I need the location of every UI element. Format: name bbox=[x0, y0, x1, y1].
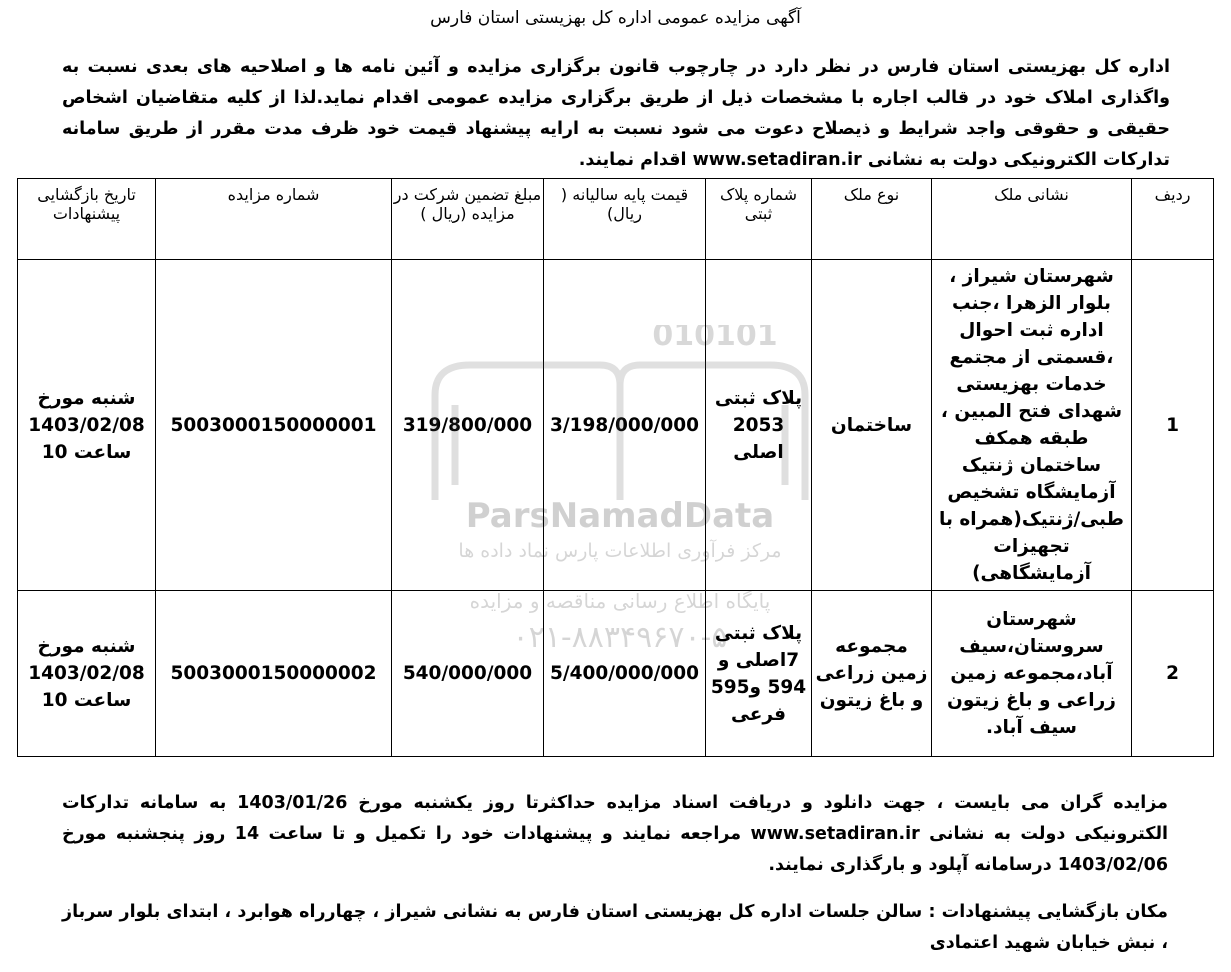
table-row bbox=[18, 591, 1214, 757]
cell-opening-date: شنبه مورخ 1403/02/08 ساعت 10 bbox=[18, 260, 156, 591]
header-property-type: نوع ملک bbox=[812, 179, 932, 260]
footer-text-a: مزایده گران می بایست ، جهت دانلود و دریافت اسناد مزایده حداکثرتا روز یکشنبه مورخ 1403/01/26 به سامانه تدارکات الکترونیکی دولت به نشانی bbox=[62, 793, 1169, 844]
cell-guarantee: 540/000/000 bbox=[392, 591, 544, 757]
table-header-row bbox=[18, 179, 1214, 260]
header-address: نشانی ملک bbox=[932, 179, 1132, 260]
cell-address: شهرستان شیراز ، بلوار الزهرا ،جنب اداره ثبت احوال ،قسمتی از مجتمع خدمات بهزیستی شهدای فتح المبین ، طبقه همکف ساختمان ژنتیک آزمایشگاه تشخیص طبی/ژنتیک(همراه با تجهیزات آزمایشگاهی) bbox=[932, 260, 1132, 591]
table-row bbox=[18, 260, 1214, 591]
cell-plaque: پلاک ثبتی 7اصلی و 594 و595 فرعی bbox=[706, 591, 812, 757]
header-auction-number: شماره مزایده bbox=[156, 179, 392, 260]
footer-text-b: مراجعه نمایند و پیشنهادات خود را تکمیل و تا ساعت 14 روز پنجشنبه مورخ 1403/02/06 درسامانه آپلود و بارگذاری نمایند. bbox=[62, 824, 1168, 875]
footer-url-link[interactable]: www.setadiran.ir bbox=[750, 824, 920, 844]
watermark-digits: 010101 bbox=[652, 325, 778, 353]
intro-paragraph bbox=[62, 52, 1170, 176]
watermark-brand: ParsNamadData bbox=[465, 496, 775, 536]
watermark-line2: پایگاه اطلاع رسانی مناقصه و مزایده bbox=[469, 589, 771, 613]
cell-base-price: 5/400/000/000 bbox=[544, 591, 706, 757]
watermark-line1: مرکز فرآوری اطلاعات پارس نماد داده ها bbox=[458, 540, 782, 562]
cell-plaque: پلاک ثبتی 2053 اصلی bbox=[706, 260, 812, 591]
auction-table bbox=[17, 178, 1214, 757]
footer-paragraph-location: مکان بازگشایی پیشنهادات : سالن جلسات اداره کل بهزیستی استان فارس به نشانی شیراز ، چهارراه هوابرد ، ابتدای بلوار سرباز ، نبش خیابان شهید اعتمادی bbox=[62, 902, 1168, 953]
header-row-number: ردیف bbox=[1132, 179, 1214, 260]
cell-row-number: 2 bbox=[1132, 591, 1214, 757]
intro-url-link[interactable]: www.setadiran.ir bbox=[692, 150, 862, 170]
intro-text-end: اقدام نمایند. bbox=[578, 150, 687, 170]
header-opening-date: تاریخ بازگشایی پیشنهادات bbox=[18, 179, 156, 260]
footer-section bbox=[62, 788, 1168, 959]
header-plaque: شماره پلاک ثبتی bbox=[706, 179, 812, 260]
cell-property-type: ساختمان bbox=[812, 260, 932, 591]
header-guarantee: مبلغ تضمین شرکت در مزایده (ریال ) bbox=[392, 179, 544, 260]
cell-guarantee: 319/800/000 bbox=[392, 260, 544, 591]
header-base-price: قیمت پایه سالیانه ( ریال) bbox=[544, 179, 706, 260]
watermark-phone: ۰۲۱-۸۸۳۴۹۶۷۰-۵ bbox=[512, 620, 728, 655]
cell-auction-number: 5003000150000001 bbox=[156, 260, 392, 591]
cell-opening-date: شنبه مورخ 1403/02/08 ساعت 10 bbox=[18, 591, 156, 757]
cell-address: شهرستان سروستان،سیف آباد،مجموعه زمین زراعی و باغ زیتون سیف آباد. bbox=[932, 591, 1132, 757]
intro-text: اداره کل بهزیستی استان فارس در نظر دارد در چارچوب قانون برگزاری مزایده و آئین نامه ها و اصلاحیه های بعدی نسبت به واگذاری املاک خود در قالب اجاره با مشخصات ذیل از طریق برگزاری مزایده عمومی اقدام نماید.لذا از کلیه متقاضیان اشخاص حقیقی و حقوقی واجد شرایط و ذیصلاح دعوت می شود نسبت به ارایه پیشنهاد قیمت خود ظرف مدت مقرر از طریق سامانه تدارکات الکترونیکی دولت به نشانی bbox=[62, 57, 1170, 170]
page-title: آگهی مزایده عمومی اداره کل بهزیستی استان فارس bbox=[430, 8, 801, 28]
cell-auction-number: 5003000150000002 bbox=[156, 591, 392, 757]
footer-paragraph-deadline bbox=[62, 788, 1168, 881]
cell-row-number: 1 bbox=[1132, 260, 1214, 591]
cell-property-type: مجموعه زمین زراعی و باغ زیتون bbox=[812, 591, 932, 757]
cell-base-price: 3/198/000/000 bbox=[544, 260, 706, 591]
